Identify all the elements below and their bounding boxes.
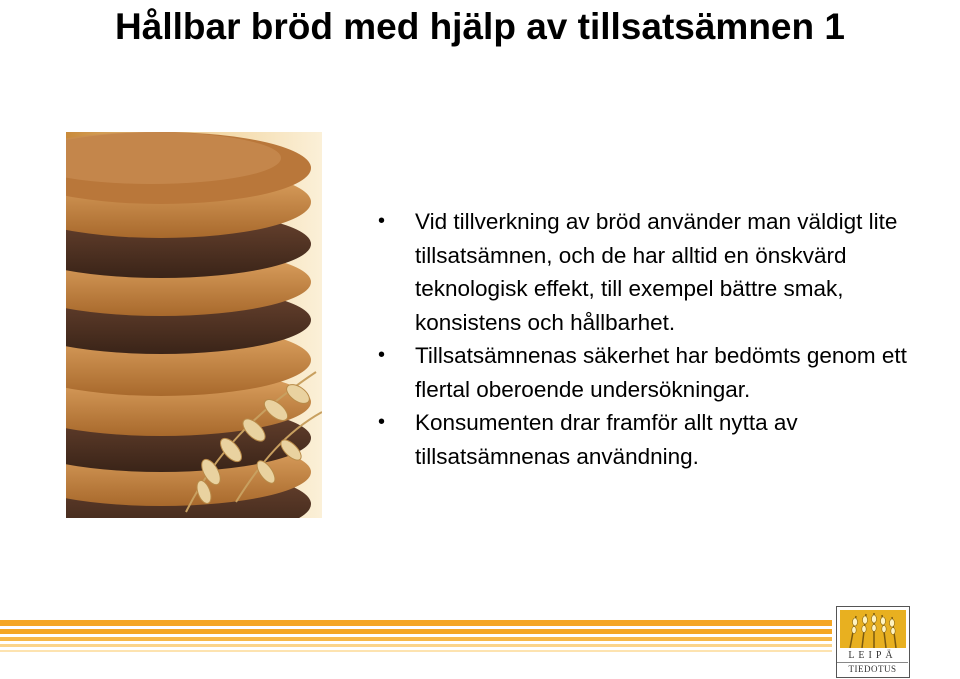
logo-text-bottom: TIEDOTUS [837, 662, 908, 675]
bullet-text: Vid tillverkning av bröd använder man väldigt lite tillsatsämnen, och de har alltid en önskvärd teknologisk effekt, till exempel bättre smak, konsistens och hållbarhet. [415, 209, 898, 335]
footer-stripe [0, 620, 832, 626]
bread-stack-photo [66, 132, 322, 518]
bullet-dot: • [378, 411, 386, 433]
wheat-emblem-icon [840, 610, 906, 648]
logo-text-top: LEIPÄ [848, 650, 897, 661]
bullet-text: Tillsatsämnenas säkerhet har bedömts genom ett flertal oberoende undersökningar. [415, 343, 907, 402]
leipa-tiedotus-logo [836, 606, 910, 678]
bullet-text: Konsumenten drar framför allt nytta av tillsatsämnenas användning. [415, 410, 798, 469]
bullet-item [378, 339, 938, 406]
bullet-item [378, 205, 938, 339]
footer-stripe [0, 637, 832, 641]
footer-stripe [0, 650, 832, 652]
footer-stripes [0, 620, 832, 654]
bullet-dot: • [378, 210, 386, 232]
bullet-item [378, 406, 938, 473]
footer-stripe [0, 629, 832, 634]
bullet-dot: • [378, 344, 386, 366]
bullet-list [378, 205, 938, 473]
slide-title: Hållbar bröd med hjälp av tillsatsämnen 1 [115, 6, 845, 47]
footer-stripe [0, 644, 832, 647]
